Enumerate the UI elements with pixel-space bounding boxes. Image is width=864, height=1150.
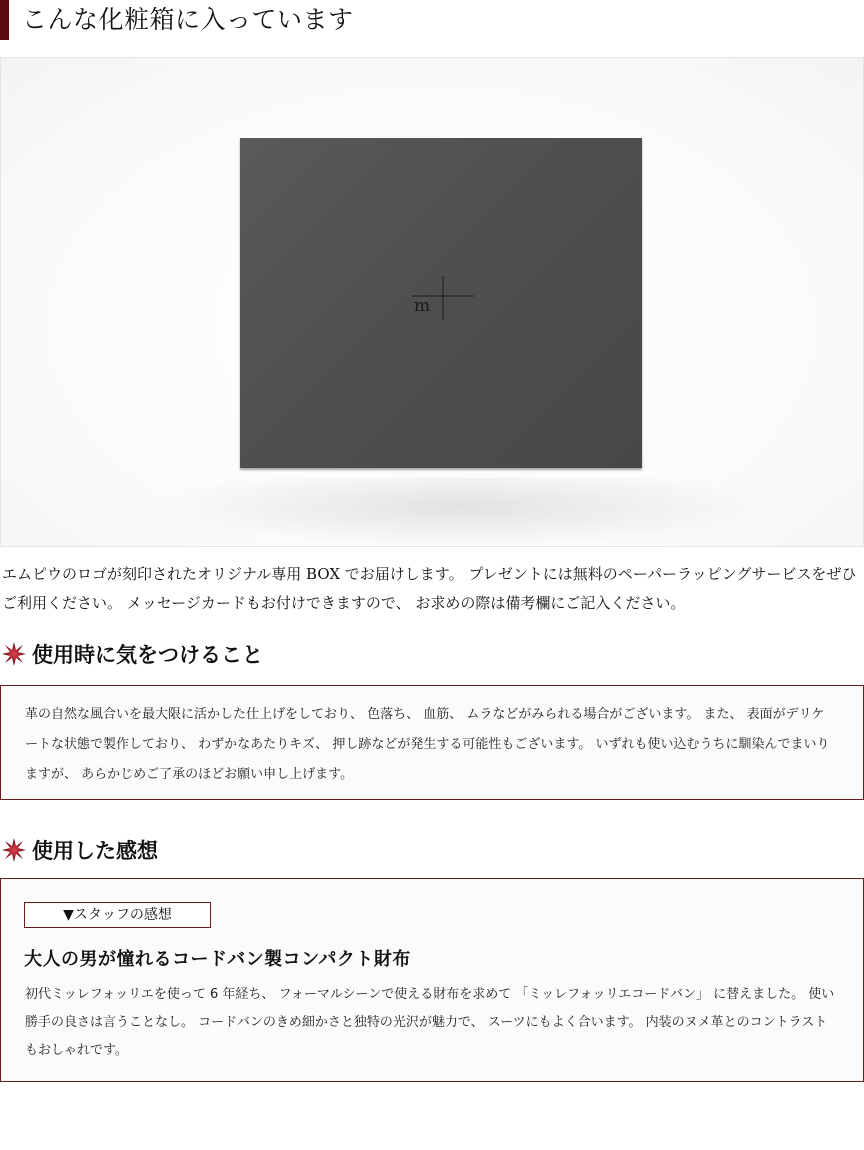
review-heading xyxy=(2,836,158,866)
gift-box xyxy=(240,138,642,468)
caution-heading xyxy=(2,640,263,670)
brand-logo xyxy=(412,276,474,320)
caution-heading-label: 使用時に気をつけること xyxy=(32,642,263,667)
header-accent-bar xyxy=(0,0,9,40)
product-box-photo xyxy=(0,57,864,547)
star-burst-icon xyxy=(2,642,26,666)
review-text: 初代ミッレフォッリエを使って 6 年経ち、 フォーマルシーンで使える財布を求めて 「ミッレフォッリエコードバン」 に替えました。 使い勝手の良さは言うことなし。 コードバンのきめ細かさと独特の光沢が魅力で、 スーツにもよく合います。 内装のヌメ革とのコントラストもおしゃれです。 xyxy=(25,987,835,1058)
page-title: こんな化粧箱に入っています xyxy=(22,5,354,34)
star-burst-icon xyxy=(2,838,26,862)
caution-panel xyxy=(0,685,864,800)
review-heading-label: 使用した感想 xyxy=(32,838,158,863)
staff-review-tag: ▼スタッフの感想 xyxy=(24,902,211,928)
box-description: エムピウのロゴが刻印されたオリジナル専用 BOX でお届けします。 プレゼントには無料のペーパーラッピングサービスをぜひご利用ください。 メッセージカードもお付けできますので、 お求めの際は備考欄にご記入ください。 xyxy=(2,565,857,612)
box-shadow xyxy=(151,478,771,547)
caution-text: 革の自然な風合いを最大限に活かした仕上げをしており、 色落ち、 血筋、 ムラなどがみられる場合がございます。 また、 表面がデリケートな状態で製作しており、 わずかなあたりキズ、 押し跡などが発生する可能性もございます。 いずれも使い込むうちに馴染んでまいりますが、 あらかじめご了承のほどお願い申し上げます。 xyxy=(25,707,830,782)
section-header xyxy=(0,0,864,40)
review-panel xyxy=(0,878,864,1082)
review-title: 大人の男が憧れるコードバン製コンパクト財布 xyxy=(24,949,411,970)
logo-letter: m xyxy=(414,296,431,316)
